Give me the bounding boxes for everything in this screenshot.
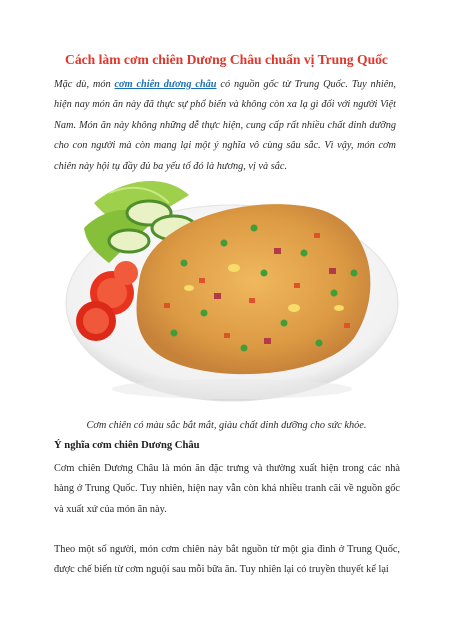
intro-suffix: có nguồn gốc từ Trung Quốc. Tuy nhiên, hiện nay món ăn này đã thực sự phổ biến và không còn xa lạ gì đối với người Việt Nam. Món ăn này không những dễ thực hiện, cung cấp rất nhiều chất dinh dưỡng cho con người mà còn mang lại một ý nghĩa vô cùng sâu sắc. Vì vậy, món cơm chiên này hội tụ đầy đủ ba yếu tố đó là hương, vị và sắc. bbox=[54, 79, 396, 172]
fried-rice-photo bbox=[54, 173, 399, 409]
body-paragraph-1: Cơm chiên Dương Châu là món ăn đặc trưng và thường xuất hiện trong các nhà hàng ở Trung Quốc. Tuy nhiên, hiện nay vẫn còn khá nhiều tranh cãi về nguồn gốc và xuất xứ của món ăn này. bbox=[54, 463, 400, 515]
intro-paragraph bbox=[54, 75, 396, 177]
article-title: Cách làm cơm chiên Dương Châu chuẩn vị Trung Quốc bbox=[65, 52, 388, 67]
body-paragraph-2: Theo một số người, món cơm chiên này bắt nguồn từ một gia đình ở Trung Quốc, được chế biến từ cơm nguội sau mỗi bữa ăn. Tuy nhiên lại có truyền thuyết kể lại bbox=[54, 544, 400, 576]
section-heading: Ý nghĩa cơm chiên Dương Châu bbox=[54, 440, 200, 451]
image-caption: Cơm chiên có màu sắc bắt mắt, giàu chất dinh dưỡng cho sức khỏe. bbox=[86, 420, 367, 431]
intro-prefix: Mặc dù, món bbox=[54, 79, 115, 90]
fried-rice-link[interactable]: cơm chiên dương châu bbox=[114, 79, 217, 90]
